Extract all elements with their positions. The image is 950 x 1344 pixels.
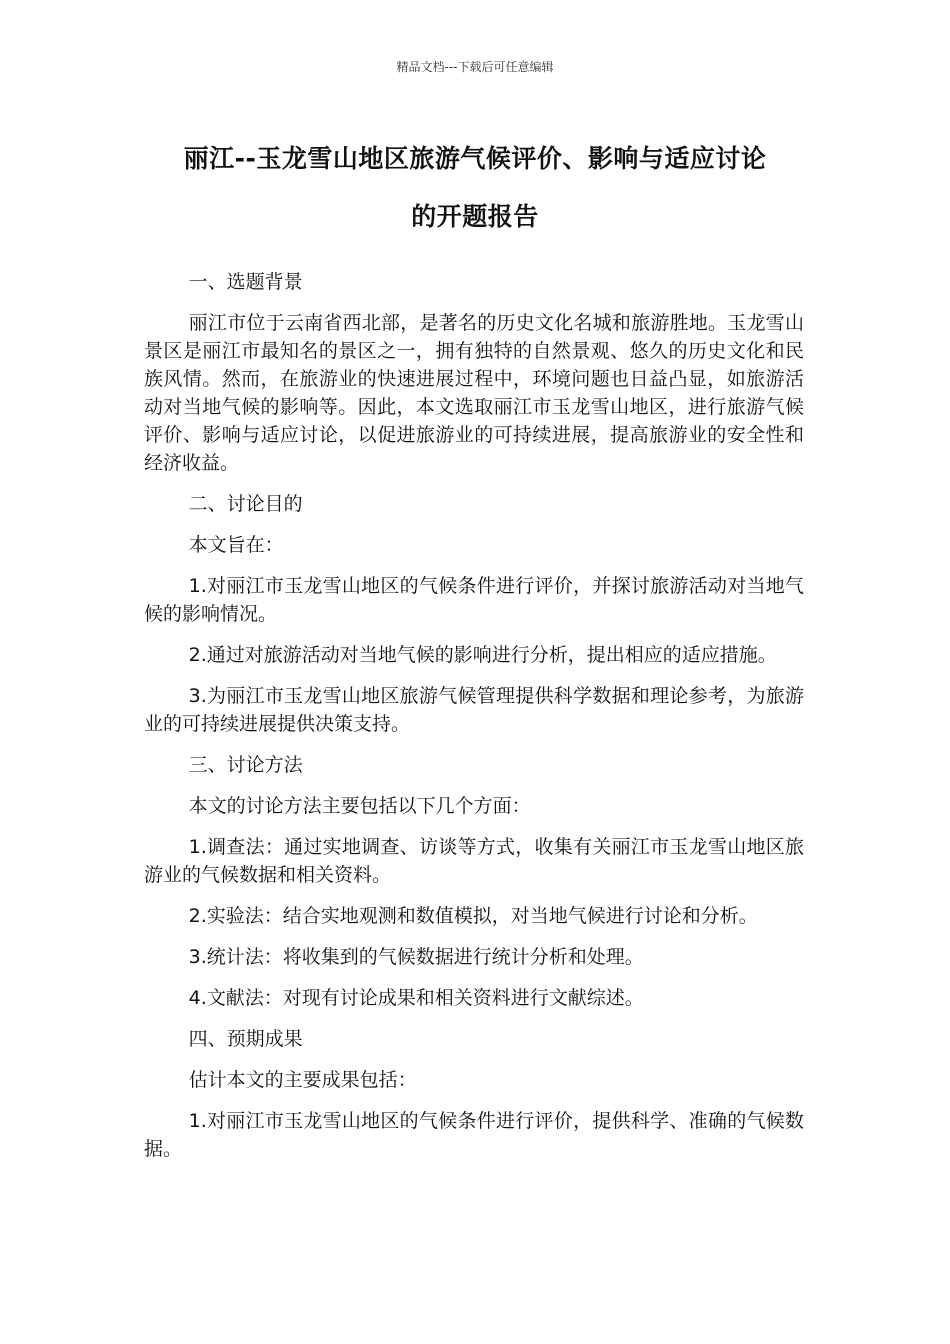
list-item-method-3: 3.统计法：将收集到的气候数据进行统计分析和处理。 [188, 946, 644, 968]
document-body [144, 268, 804, 1176]
paragraph-purpose-intro: 本文旨在： [188, 534, 284, 556]
list-item-purpose-2: 2.通过对旅游活动对当地气候的影响进行分析，提出相应的适应措施。 [188, 644, 777, 666]
section-heading-purpose: 二、讨论目的 [188, 493, 303, 515]
paragraph-results-intro: 估计本文的主要成果包括： [188, 1069, 417, 1091]
list-item-method-4: 4.文献法：对现有讨论成果和相关资料进行文献综述。 [188, 987, 644, 1009]
document-title [120, 130, 830, 246]
section-heading-background: 一、选题背景 [188, 271, 303, 293]
list-item-purpose-3: 3.为丽江市玉龙雪山地区旅游气候管理提供科学数据和理论参考，为旅游业的可持续进展提供决策支持。 [144, 685, 804, 735]
title-line-2: 的开题报告 [411, 202, 539, 231]
list-item-method-1: 1.调查法：通过实地调查、访谈等方式，收集有关丽江市玉龙雪山地区旅游业的气候数据和相关资料。 [144, 836, 804, 886]
paragraph-methods-intro: 本文的讨论方法主要包括以下几个方面： [188, 795, 531, 817]
header-note: 精品文档---下载后可任意编辑 [396, 60, 554, 74]
section-heading-methods: 三、讨论方法 [188, 754, 303, 776]
list-item-purpose-1: 1.对丽江市玉龙雪山地区的气候条件进行评价，并探讨旅游活动对当地气候的影响情况。 [144, 575, 804, 625]
section-heading-results: 四、预期成果 [188, 1028, 303, 1050]
paragraph-background: 丽江市位于云南省西北部，是著名的历史文化名城和旅游胜地。玉龙雪山景区是丽江市最知名的景区之一，拥有独特的自然景观、悠久的历史文化和民族风情。然而，在旅游业的快速进展过程中，环境问题也日益凸显，如旅游活动对当地气候的影响等。因此，本文选取丽江市玉龙雪山地区，进行旅游气候评价、影响与适应讨论，以促进旅游业的可持续进展，提高旅游业的安全性和经济收益。 [144, 312, 804, 474]
title-line-1: 丽江--玉龙雪山地区旅游气候评价、影响与适应讨论 [183, 144, 767, 173]
list-item-method-2: 2.实验法：结合实地观测和数值模拟，对当地气候进行讨论和分析。 [188, 905, 758, 927]
list-item-result-1: 1.对丽江市玉龙雪山地区的气候条件进行评价，提供科学、准确的气候数据。 [144, 1110, 804, 1160]
